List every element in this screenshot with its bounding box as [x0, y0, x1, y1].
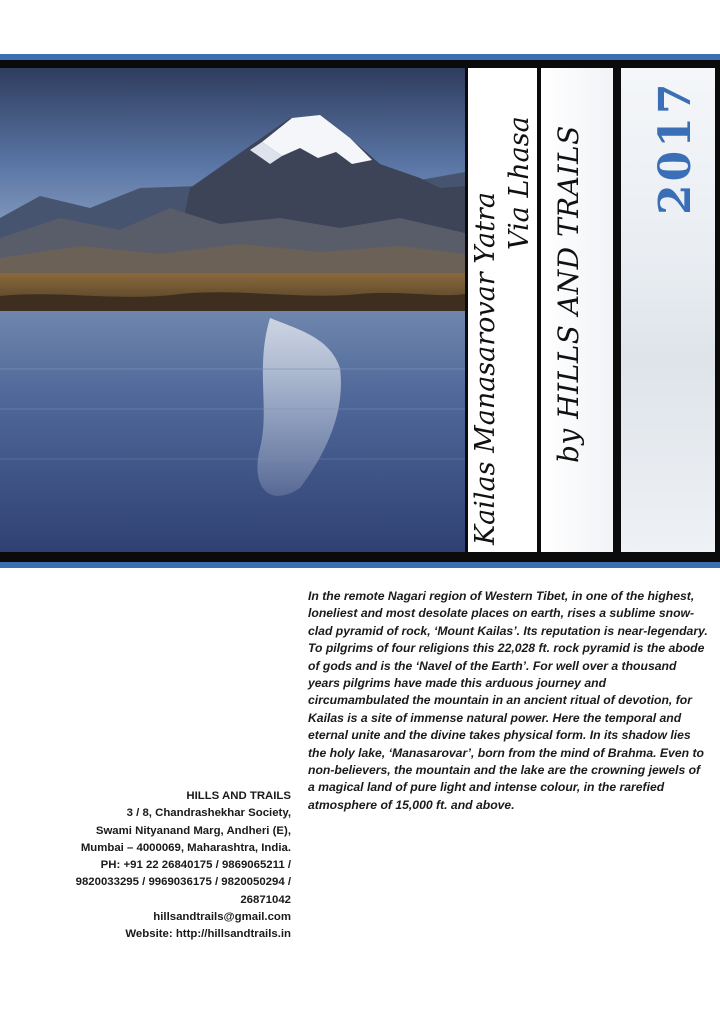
bottom-black-band	[0, 552, 720, 562]
email-link[interactable]: hillsandtrails@gmail.com	[153, 911, 291, 924]
cover-title-line1: Kailas Manasarovar Yatra	[470, 192, 501, 545]
address-line: Mumbai – 4000069, Maharashtra, India.	[80, 841, 291, 854]
phone-line: 9820033295 / 9969036175 / 9820050294 /	[75, 876, 291, 889]
phone-line: 26871042	[240, 893, 291, 906]
website-link[interactable]: Website: http://hillsandtrails.in	[125, 928, 291, 941]
cover-title-line2: Via Lhasa	[504, 116, 535, 250]
phone-line: PH: +91 22 26840175 / 9869065211 /	[100, 859, 291, 872]
contact-block	[20, 788, 291, 944]
cover-byline: by HILLS AND TRAILS	[552, 125, 585, 463]
top-black-band	[0, 60, 720, 68]
bottom-blue-band	[0, 562, 720, 568]
strip-divider	[613, 68, 621, 552]
address-line: Swami Nityanand Marg, Andheri (E),	[95, 824, 291, 837]
cover-year: 2017	[650, 80, 701, 215]
kailas-description: In the remote Nagari region of Western Tibet, in one of the highest, loneliest and most desolate places on earth, rises a sublime snow-clad pyramid of rock, ‘Mount Kailas’. Its reputation is near-legendary. To pilgrims of four religions this 22,028 ft. rock pyramid is the abode of gods and is the ‘Navel of the Earth’. For well over a thousand years pilgrims have made this arduous journey and circumambulated the mountain in an ancient ritual of devotion, for Kailas is a site of immense natural power. Here the temporal and eternal unite and the divine takes physical form. In its shadow lies the holy lake, ‘Manasarovar’, born from the mind of Brahma. Even to non-believers, the mountain and the lake are the crowning jewels of a magical land of pure light and intense colour, in the rarefied atmosphere of 15,000 ft. and above.	[308, 589, 708, 812]
address-line: 3 / 8, Chandrashekhar Society,	[126, 807, 291, 820]
right-frame-edge	[715, 68, 720, 552]
mountain-lake-illustration	[0, 68, 465, 552]
cover-photo-kailas	[0, 68, 465, 552]
company-name: HILLS AND TRAILS	[186, 790, 291, 802]
